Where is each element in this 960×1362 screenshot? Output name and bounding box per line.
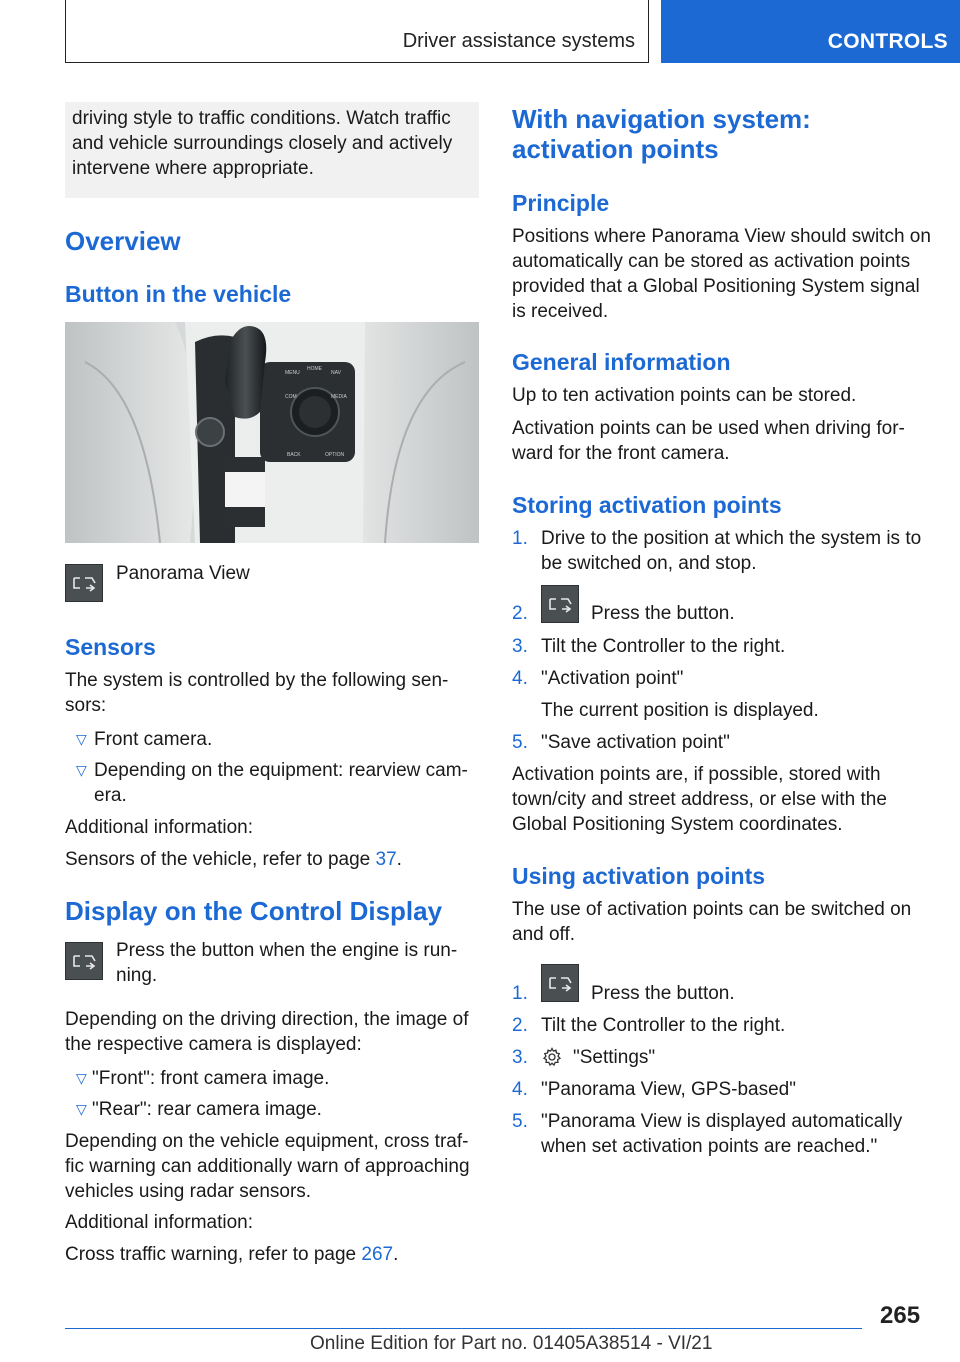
bullet-triangle-icon: ▽ — [76, 1070, 87, 1086]
sensors-heading: Sensors — [65, 634, 156, 660]
using-step-text: Press the button. — [591, 983, 735, 1004]
display-item: "Rear": rear camera image. — [92, 1099, 322, 1120]
storing-step-text: "Activation point" — [541, 668, 684, 689]
additional-info-label: Additional information: — [65, 1212, 253, 1233]
panorama-view-button-icon — [65, 942, 103, 980]
bullet-triangle-icon: ▽ — [76, 1101, 87, 1117]
step-number: 5. — [512, 1111, 528, 1132]
step-number: 1. — [512, 983, 528, 1004]
step-number: 4. — [512, 668, 528, 689]
step-number: 1. — [512, 528, 528, 549]
display-item: "Front": front camera image. — [92, 1068, 330, 1089]
footer-edition: Online Edition for Part no. 01405A38514 - VI/21 — [310, 1333, 713, 1354]
step-number: 3. — [512, 636, 528, 657]
using-step-text: "Panorama View, GPS-based" — [541, 1079, 796, 1100]
general-info-heading: General information — [512, 349, 731, 375]
header-chapter-title: CONTROLS — [827, 30, 948, 53]
footer-divider — [65, 1328, 862, 1329]
control-display-heading: Display on the Control Display — [65, 896, 443, 926]
navigation-activation-heading: With navigation system: activation points — [512, 104, 811, 164]
page-number: 265 — [880, 1302, 921, 1329]
photo-label-media: MEDIA — [331, 394, 347, 400]
sensors-page-link[interactable]: 37 — [375, 849, 397, 870]
period: . — [396, 849, 402, 870]
sensors-intro: The system is controlled by the following sen-sors: — [65, 670, 449, 716]
panorama-view-button-icon — [65, 564, 103, 602]
display-paragraph: Depending on the driving direction, the image of the respective camera is displayed: — [65, 1009, 469, 1055]
overview-heading: Overview — [65, 226, 181, 256]
additional-info-label: Additional information: — [65, 817, 253, 838]
panorama-view-label: Panorama View — [116, 563, 250, 584]
step-number: 3. — [512, 1047, 528, 1068]
photo-label-home: HOME — [307, 366, 322, 372]
display-instruction: Press the button when the engine is run-ning. — [116, 940, 458, 986]
storing-step-text: Press the button. — [591, 603, 735, 624]
general-info-text-2: Activation points can be used when driving for-ward for the front camera. — [512, 418, 905, 464]
sensor-item: Depending on the equipment: rearview cam-era. — [94, 760, 468, 806]
bullet-triangle-icon: ▽ — [76, 731, 87, 747]
panorama-view-button-icon — [541, 964, 579, 1002]
sensors-reference-text: Sensors of the vehicle, refer to page — [65, 849, 376, 870]
photo-label-menu: MENU — [285, 370, 300, 376]
sensor-item: Front camera. — [94, 729, 213, 750]
cross-traffic-reference — [65, 1242, 398, 1267]
step-number: 2. — [512, 603, 528, 624]
photo-label-option: OPTION — [325, 452, 345, 458]
bullet-triangle-icon: ▽ — [76, 762, 87, 778]
using-heading: Using activation points — [512, 863, 766, 889]
storing-heading: Storing activation points — [512, 492, 782, 518]
using-step-text: Tilt the Controller to the right. — [541, 1015, 786, 1036]
center-console-photo — [65, 322, 479, 543]
storing-step-text: "Save activation point" — [541, 732, 730, 753]
storing-after-text: Activation points are, if possible, stored with town/city and street address, or else with the Global Positioning System coordinates. — [512, 764, 887, 835]
warning-note-text: driving style to traffic conditions. Watch traffic and vehicle surroundings closely and actively intervene where appropriate. — [72, 108, 453, 179]
storing-step-subtext: The current position is displayed. — [541, 700, 819, 721]
storing-step-text: Drive to the position at which the system is to be switched on, and stop. — [541, 528, 922, 574]
settings-gear-icon — [541, 1046, 563, 1073]
cross-traffic-paragraph: Depending on the vehicle equipment, cross traf-fic warning can additionally warn of approaching vehicles using radar sensors. — [65, 1131, 470, 1202]
using-step-text: "Panorama View is displayed automatically when set activation points are reached." — [541, 1111, 903, 1157]
cross-traffic-page-link[interactable]: 267 — [361, 1244, 394, 1265]
step-number: 2. — [512, 1015, 528, 1036]
header-section-title: Driver assistance systems — [402, 30, 635, 52]
using-text: The use of activation points can be switched on and off. — [512, 899, 912, 945]
cross-traffic-reference-text: Cross traffic warning, refer to page — [65, 1244, 362, 1265]
step-number: 4. — [512, 1079, 528, 1100]
photo-label-nav: NAV — [331, 370, 341, 376]
general-info-text-1: Up to ten activation points can be stored. — [512, 385, 857, 406]
step-number: 5. — [512, 732, 528, 753]
using-step-text: "Settings" — [573, 1047, 656, 1068]
warning-note-box — [65, 102, 479, 198]
principle-text: Positions where Panorama View should switch on automatically can be stored as activation points provided that a Global Positioning System signal is received. — [512, 226, 931, 322]
period: . — [393, 1244, 399, 1265]
button-in-vehicle-heading: Button in the vehicle — [65, 281, 292, 307]
principle-heading: Principle — [512, 190, 610, 216]
sensors-reference — [65, 847, 402, 872]
photo-label-back: BACK — [287, 452, 301, 458]
storing-step-text: Tilt the Controller to the right. — [541, 636, 786, 657]
panorama-view-button-icon — [541, 585, 579, 623]
photo-label-com: COM — [285, 394, 297, 400]
